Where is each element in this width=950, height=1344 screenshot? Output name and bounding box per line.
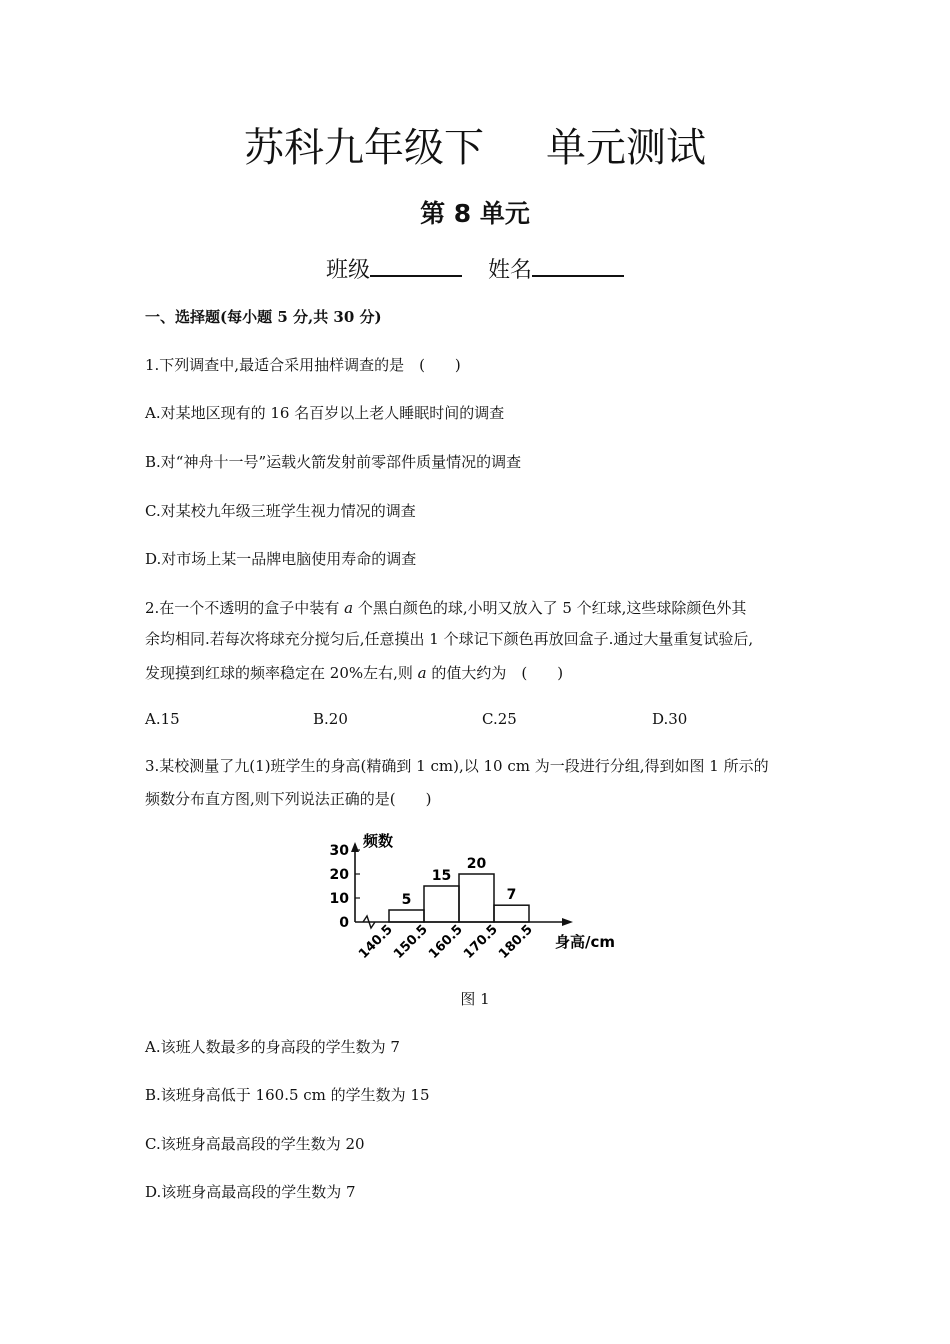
unit-subtitle: 第 8 单元 <box>420 199 530 228</box>
class-label: 班级 <box>325 258 370 283</box>
y-axis-label: 频数 <box>363 832 394 850</box>
q1-option-b: B.对“神舟十一号”运载火箭发射前零部件质量情况的调查 <box>145 453 522 471</box>
q1-option-c: C.对某校九年级三班学生视力情况的调查 <box>145 502 416 520</box>
q2-var-a-2: a <box>417 664 427 682</box>
bar-data-label: 20 <box>466 856 487 872</box>
bar-data-label: 7 <box>506 887 517 904</box>
q2-var-a: a <box>344 599 354 617</box>
q3-stem-line2: 频数分布直方图,则下列说法正确的是( ) <box>145 790 432 808</box>
student-info-line <box>0 253 950 284</box>
x-tick-label: 150.5 <box>391 922 431 962</box>
q2-line1-pre: 2.在一个不透明的盒子中装有 <box>145 599 345 617</box>
q2-line1-post: 个黑白颜色的球,小明又放入了 5 个红球,这些球除颜色外其 <box>353 599 747 617</box>
q3-option-d: D.该班身高最高段的学生数为 7 <box>145 1183 356 1201</box>
histogram-chart <box>325 824 635 974</box>
histogram-bar <box>389 910 424 922</box>
q2-stem-line2: 余均相同.若每次将球充分搅匀后,任意摸出 1 个球记下颜色再放回盒子.通过大量重复试验后, <box>145 630 754 648</box>
q2-option-a: A.15 <box>145 710 180 728</box>
x-tick-label: 180.5 <box>496 922 536 962</box>
y-tick-label: 30 <box>329 843 349 859</box>
figure-caption: 图 1 <box>460 990 490 1008</box>
x-axis-arrow <box>562 918 573 926</box>
q2-option-b: B.20 <box>313 710 348 728</box>
y-tick-label: 0 <box>339 915 349 931</box>
q3-option-a: A.该班人数最多的身高段的学生数为 7 <box>145 1038 400 1056</box>
histogram-bar <box>459 874 494 922</box>
q3-option-c: C.该班身高最高段的学生数为 20 <box>145 1135 365 1153</box>
histogram-bar <box>424 886 459 922</box>
class-blank[interactable] <box>370 255 462 277</box>
q1-option-a: A.对某地区现有的 16 名百岁以上老人睡眠时间的调查 <box>145 404 505 422</box>
x-axis-label: 身高/cm <box>555 933 616 951</box>
q3-option-b: B.该班身高低于 160.5 cm 的学生数为 15 <box>145 1086 430 1104</box>
x-tick-label: 170.5 <box>461 922 501 962</box>
y-tick-label: 10 <box>329 891 349 907</box>
title-right: 单元测试 <box>546 125 706 171</box>
histogram-bar <box>494 905 529 922</box>
q2-option-d: D.30 <box>652 710 688 728</box>
bar-data-label: 5 <box>401 892 412 908</box>
q2-stem-line3 <box>145 662 563 683</box>
x-tick-label: 140.5 <box>356 922 396 962</box>
page-title <box>0 116 950 173</box>
q1-option-d: D.对市场上某一品牌电脑使用寿命的调查 <box>145 550 417 568</box>
q2-line3-pre: 发现摸到红球的频率稳定在 20%左右,则 <box>145 664 418 682</box>
x-tick-label: 160.5 <box>426 922 466 962</box>
q2-stem-line1 <box>145 597 746 618</box>
q1-stem: 1.下列调查中,最适合采用抽样调查的是 ( ) <box>145 356 461 374</box>
bar-data-label: 15 <box>431 868 452 884</box>
name-label: 姓名 <box>488 258 533 283</box>
q3-stem-line1: 3.某校测量了九(1)班学生的身高(精确到 1 cm),以 10 cm 为一段进行分组,得到如图 1 所示的 <box>145 757 769 775</box>
section-heading: 一、选择题(每小题 5 分,共 30 分) <box>145 308 382 326</box>
q2-line3-post: 的值大约为 ( ) <box>426 664 564 682</box>
name-blank[interactable] <box>532 255 624 277</box>
title-left: 苏科九年级下 <box>244 125 484 171</box>
q2-option-c: C.25 <box>482 710 517 728</box>
y-tick-label: 20 <box>329 867 349 883</box>
